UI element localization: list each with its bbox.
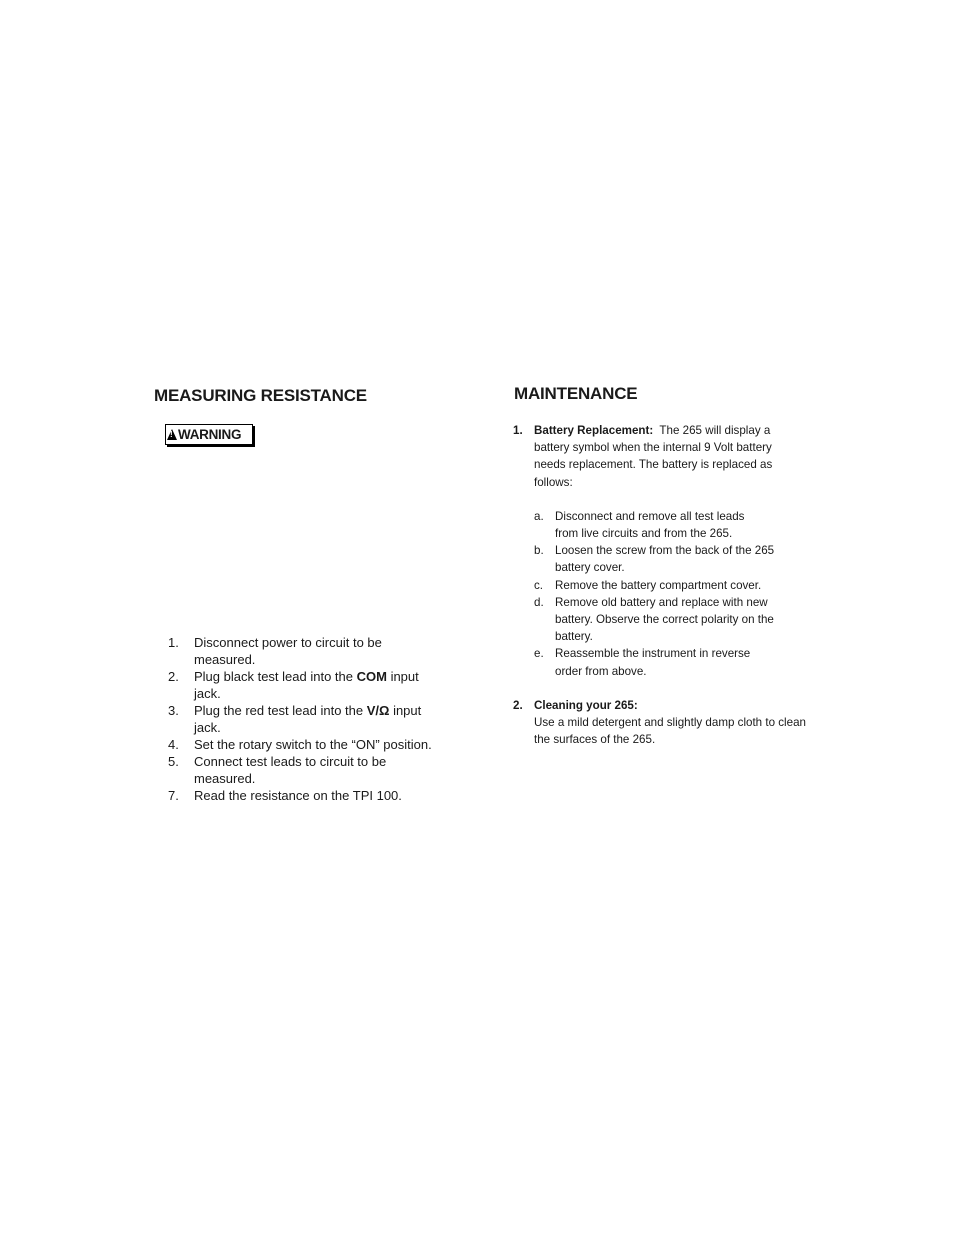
- step-text: Plug the red test lead into the V/Ω input jack.: [194, 703, 422, 735]
- warning-triangle-icon: [167, 429, 177, 440]
- measuring-resistance-heading: MEASURING RESISTANCE: [154, 386, 367, 405]
- sub-letter: d.: [534, 595, 544, 609]
- list-item: [513, 697, 813, 749]
- sub-letter: a.: [534, 509, 544, 523]
- maintenance-list: [513, 422, 813, 748]
- list-item: [534, 542, 813, 576]
- step-text: Plug black test lead into the COM input jack.: [194, 669, 419, 701]
- sub-text: Loosen the screw from the back of the 265 battery cover.: [555, 544, 775, 575]
- list-item: [168, 668, 448, 702]
- sub-text: Remove the battery compartment cover.: [555, 578, 762, 592]
- step-text: Read the resistance on the TPI 100.: [194, 788, 402, 803]
- sub-letter: c.: [534, 578, 544, 592]
- sub-text: Disconnect and remove all test leads from live circuits and from the 265.: [555, 509, 745, 541]
- sub-text: Reassemble the instrument in reverse order from above.: [555, 647, 751, 678]
- list-item: [168, 634, 448, 668]
- list-item: [534, 645, 813, 679]
- item-number: 1.: [513, 424, 523, 437]
- list-item: [168, 702, 448, 736]
- list-item: [168, 753, 448, 787]
- sub-letter: b.: [534, 544, 544, 558]
- list-item: [534, 508, 813, 542]
- list-item: [534, 577, 813, 594]
- sub-text: Remove old battery and replace with new battery. Observe the correct polarity on the battery.: [555, 595, 774, 644]
- warning-label: [165, 424, 253, 445]
- list-item: [513, 422, 813, 491]
- warning-text: WARNING: [178, 427, 242, 442]
- step-number: 1.: [168, 635, 179, 650]
- step-text: Connect test leads to circuit to be measured.: [194, 754, 387, 786]
- step-text: Disconnect power to circuit to be measured.: [194, 635, 382, 667]
- list-item: [168, 787, 448, 804]
- maintenance-heading: MAINTENANCE: [514, 384, 638, 403]
- item-text: Battery Replacement: The 265 will display a battery symbol when the internal 9 Volt battery needs replacement. The battery is replaced as follows:: [534, 424, 776, 489]
- step-number: 2.: [168, 669, 179, 684]
- step-number: 7.: [168, 788, 179, 803]
- resistance-steps-list: [168, 634, 448, 804]
- item-number: 2.: [513, 698, 523, 712]
- list-item: [534, 594, 813, 646]
- step-number: 4.: [168, 737, 179, 752]
- item-text: Cleaning your 265: Use a mild detergent and slightly damp cloth to clean the surfaces of the 265.: [534, 698, 806, 747]
- step-number: 5.: [168, 754, 179, 769]
- list-item: [168, 736, 448, 753]
- sub-letter: e.: [534, 647, 544, 661]
- step-number: 3.: [168, 703, 179, 718]
- step-text: Set the rotary switch to the “ON” position.: [194, 737, 432, 752]
